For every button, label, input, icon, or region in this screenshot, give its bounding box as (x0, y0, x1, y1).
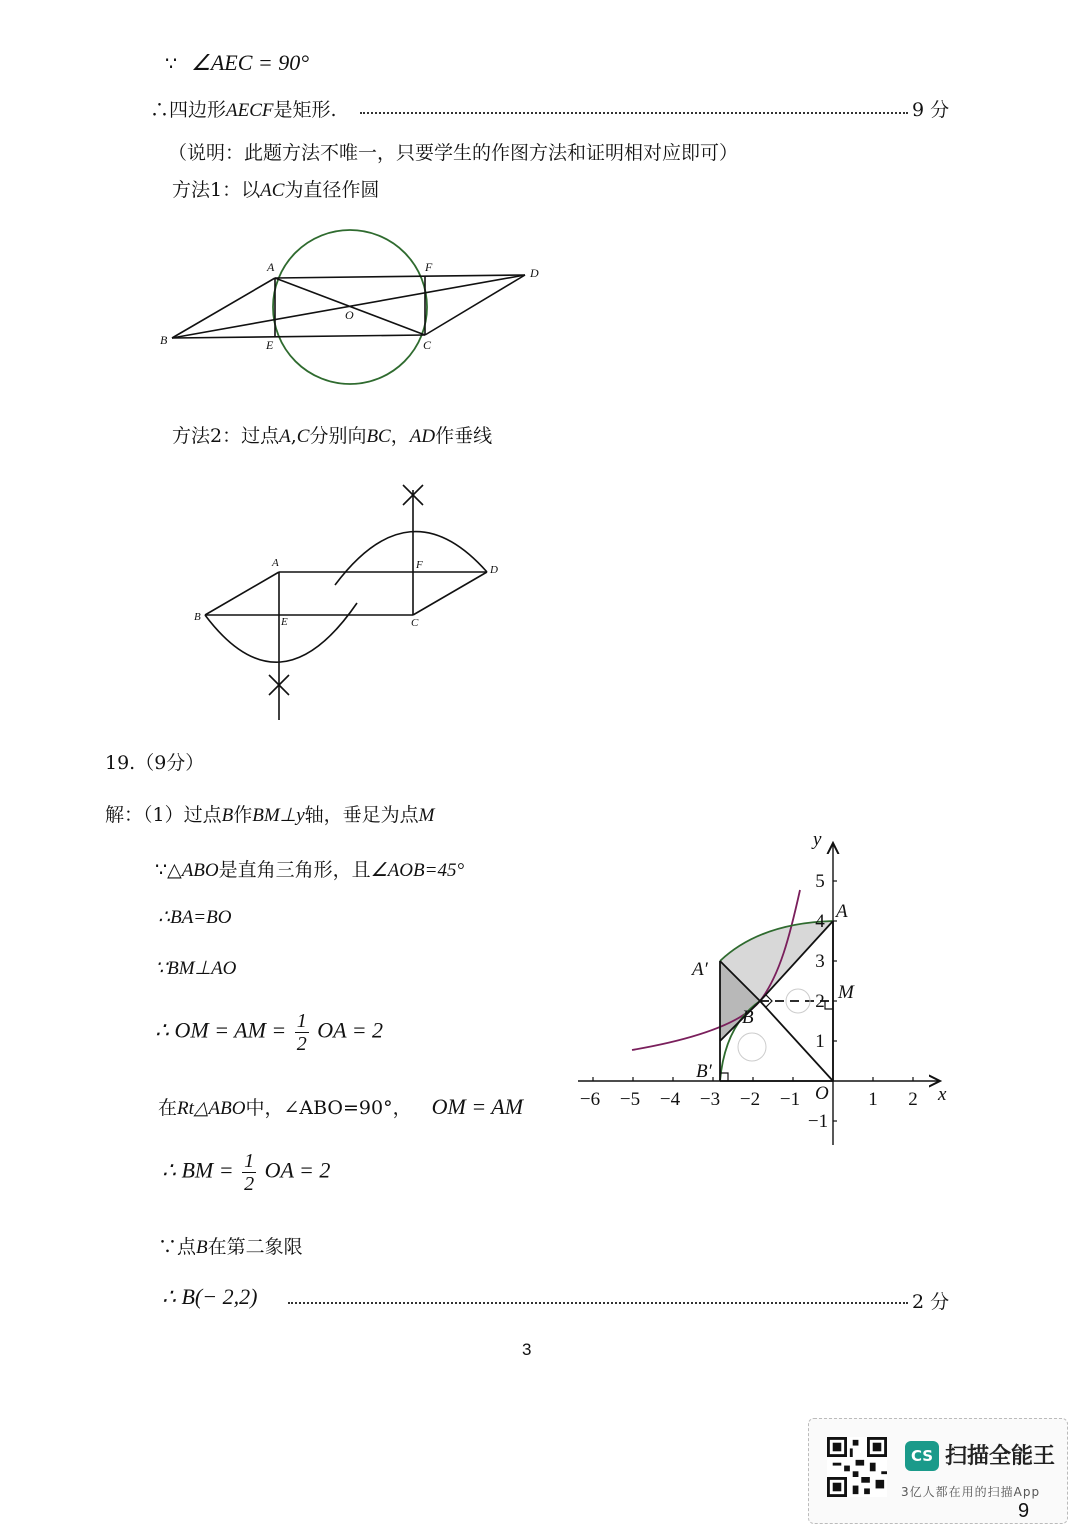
point-name: C (296, 426, 310, 447)
xtick-label: −2 (739, 1089, 761, 1110)
expr: BM⊥y (252, 805, 305, 826)
arc-lower (205, 603, 357, 662)
label-a: A (267, 260, 275, 274)
label-a-prime: A′ (692, 959, 708, 980)
angle-aec-expr: ∠AEC = 90° (191, 50, 310, 75)
label-b: B (160, 333, 168, 347)
qr-code-icon (827, 1437, 887, 1497)
point-name: A (279, 426, 291, 447)
line-rectangle-conclusion (150, 95, 337, 122)
seg-ba (205, 572, 279, 615)
expr: ∠AOB=45° (370, 860, 465, 881)
xtick-label: −5 (619, 1089, 641, 1110)
right-angle-m (825, 1001, 833, 1009)
text: 分别向 (309, 425, 367, 447)
note-text: （说明：此题方法不唯一，只要学生的作图方法和证明相对应即可） (168, 142, 739, 164)
score-9: 9 分 (912, 99, 950, 121)
cs-logo-icon: CS (905, 1441, 939, 1471)
x-axis-label: x (938, 1084, 947, 1105)
solution-step1 (105, 800, 434, 827)
question-19-header: 19.（9分） (105, 752, 205, 774)
text: , (290, 425, 297, 447)
step-right-triangle (155, 855, 464, 882)
xtick-label: 2 (908, 1089, 918, 1110)
label-d: D (530, 266, 539, 280)
score-2: 2 分 (912, 1291, 950, 1313)
label-m: M (838, 982, 854, 1003)
ytick-label: −1 (807, 1111, 829, 1132)
ytick-label: 2 (815, 991, 825, 1012)
text: 在 (158, 1097, 178, 1119)
ytick-label: 4 (815, 911, 825, 932)
ytick-label: 3 (815, 951, 825, 972)
step-bm (162, 1150, 330, 1195)
label-f: F (416, 559, 423, 571)
xtick-label: −6 (579, 1089, 601, 1110)
watermark-name: 扫描全能王 (945, 1444, 1056, 1469)
expr: ∴ OM = AM = (155, 1017, 287, 1043)
point-name: B (196, 1237, 208, 1258)
label-o: O (345, 308, 354, 322)
expr: OA = 2 (264, 1157, 331, 1183)
text: 轴，垂足为点 (304, 804, 419, 826)
line-because-aec (165, 50, 309, 76)
label-b-prime: B′ (696, 1061, 712, 1082)
text: 是矩形. (273, 99, 337, 121)
label-e: E (281, 616, 288, 628)
corner-page-number: 9 (1018, 1500, 1030, 1522)
ytick-label: 5 (815, 871, 825, 892)
score-leader-dots (360, 112, 908, 114)
coordinate-graph (570, 825, 955, 1150)
xtick-label: −3 (699, 1089, 721, 1110)
step-bm-perp-ao: ∵BM⊥AO (155, 958, 237, 979)
text: 作 (233, 804, 253, 826)
step-ba-eq-bo: ∴BA=BO (158, 907, 232, 928)
seg-bc (172, 335, 425, 338)
triangle-name: Rt△ABO (177, 1098, 246, 1119)
arc-upper (335, 532, 487, 585)
expr: OA = 2 (317, 1017, 384, 1043)
numerator: 1 (296, 1010, 307, 1032)
expr: ∴ BM = (162, 1157, 234, 1183)
seg-cd (413, 572, 487, 615)
label-d: D (490, 564, 498, 576)
quad-name: AECF (226, 100, 274, 121)
text: 作垂线 (435, 425, 493, 447)
fraction-half (295, 1010, 309, 1055)
xtick-label: 1 (868, 1089, 878, 1110)
ytick-label: 1 (815, 1031, 825, 1052)
xtick-label: −4 (659, 1089, 681, 1110)
segment-name: AC (260, 180, 285, 201)
text: 方法1：以 (172, 179, 261, 201)
origin-label: O (815, 1083, 829, 1104)
text: 是直角三角形，且 (218, 859, 371, 881)
figure-method1 (150, 215, 550, 395)
denominator: 2 (244, 1173, 255, 1195)
text: 中，∠ABO=90°， (245, 1097, 412, 1119)
method1-heading (172, 175, 379, 202)
text: ∵点 (158, 1236, 197, 1258)
label-f: F (425, 260, 433, 274)
expr: OM = AM (431, 1094, 524, 1119)
text: ， (390, 425, 410, 447)
seg-ad (275, 275, 525, 278)
xtick-label: −1 (779, 1089, 801, 1110)
watermark-subtitle: 3亿人都在用的扫描App (901, 1485, 1041, 1499)
label-b: B (742, 1007, 754, 1028)
label-e: E (266, 338, 274, 352)
method2-heading (172, 421, 492, 448)
figure-method2 (185, 475, 515, 725)
denominator: 2 (296, 1033, 307, 1055)
segment-name: BC (366, 426, 391, 447)
triangle-name: ABO (181, 860, 219, 881)
label-c: C (411, 617, 419, 629)
step-om-am (155, 1010, 383, 1055)
segment-name: AD (409, 426, 436, 447)
label-a: A (836, 901, 848, 922)
point-name: B (221, 805, 234, 826)
fraction-half (242, 1150, 256, 1195)
point-name: M (418, 805, 435, 826)
score-leader-dots (288, 1302, 908, 1304)
text: ∵△ (155, 859, 182, 881)
text: 解：（1）过点 (105, 804, 222, 826)
y-axis-label: y (813, 829, 822, 850)
label-a: A (272, 557, 279, 569)
text: 在第二象限 (207, 1236, 303, 1258)
page-number: 3 (522, 1340, 532, 1359)
text: 为直径作圆 (284, 179, 380, 201)
text: 方法2：过点 (172, 425, 280, 447)
step-second-quadrant (158, 1232, 303, 1259)
because-symbol: ∵ (165, 53, 178, 75)
text: 四边形 (169, 99, 227, 121)
label-b: B (194, 611, 201, 623)
step-rt-triangle (158, 1093, 523, 1120)
step-b-coord: ∴ B(− 2,2) (162, 1284, 258, 1309)
therefore-symbol: ∴ (150, 99, 170, 121)
numerator: 1 (244, 1150, 255, 1172)
faint-circle (738, 1033, 766, 1061)
label-c: C (423, 338, 432, 352)
